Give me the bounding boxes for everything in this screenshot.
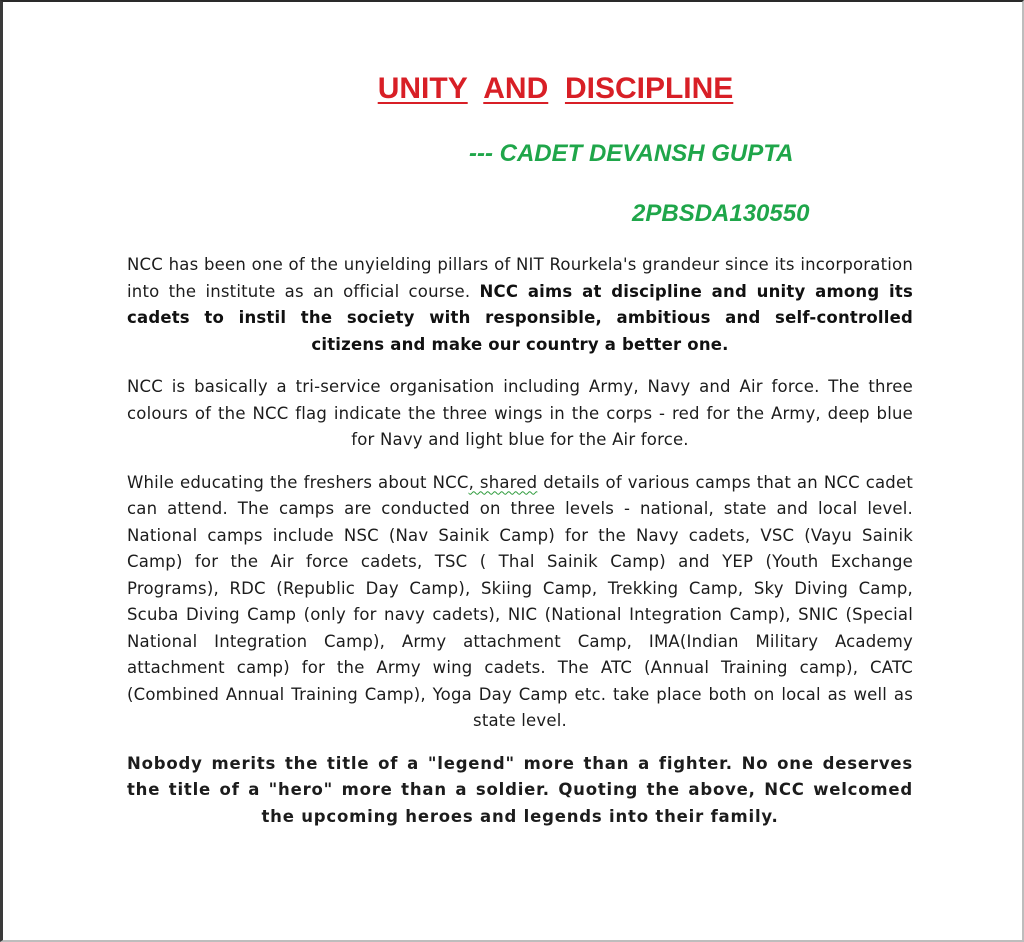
paragraph-intro-text: NCC has been one of the unyielding pillars of NIT Rourkela's grandeur since its incorporation into the institute as an official course. [127,255,913,301]
title-word-and: AND [483,72,549,105]
paragraph-camps-start: While educating the freshers about NCC [127,472,469,492]
document-body [127,252,913,846]
document-title [3,72,1024,106]
paragraph-closing: Nobody merits the title of a "legend" more than a fighter. No one deserves the title of a "hero" more than a soldier. Quoting the above, NCC welcomed the upcoming heroes and legends into their family. [127,753,913,826]
paragraph-camps [127,470,913,735]
paragraph-intro [127,252,913,358]
paragraph-service: NCC is basically a tri-service organisation including Army, Navy and Air force. The three colours of the NCC flag indicate the three wings in the corps - red for the Army, deep blue for Navy and light blue for the Air force. [127,377,913,449]
author-name: --- CADET DEVANSH GUPTA [469,140,794,167]
paragraph-camps-rest: details of various camps that an NCC cadet can attend. The camps are conducted on three levels - national, state and local level. National camps include NSC (Nav Sainik Camp) for the Navy cadets, VSC (Vayu Sainik Camp) for the Air force cadets, TSC ( Thal Sainik Camp) and YEP (Youth Exchange Programs), RDC (Republic Day Camp), Skiing Camp, Trekking Camp, Sky Diving Camp, Scuba Diving Camp (only for navy cadets), NIC (National Integration Camp), SNIC (Special National Integration Camp), Army attachment Camp, IMA(Indian Military Academy attachment camp) for the Army wing cadets. The ATC (Annual Training camp), CATC (Combined Annual Training Camp), Yoga Day Camp etc. take place both on local as well as state level. [127,472,913,730]
title-word-unity: UNITY [377,72,468,105]
paragraph-intro-bold: NCC aims at discipline and unity among its cadets to instil the society with responsible, ambitious and self-controlled citizens and make our country a better one. [127,281,913,354]
roll-number: 2PBSDA130550 [632,200,810,227]
title-word-discipline: DISCIPLINE [564,72,734,105]
spellcheck-flagged-text[interactable]: , shared [468,472,538,492]
